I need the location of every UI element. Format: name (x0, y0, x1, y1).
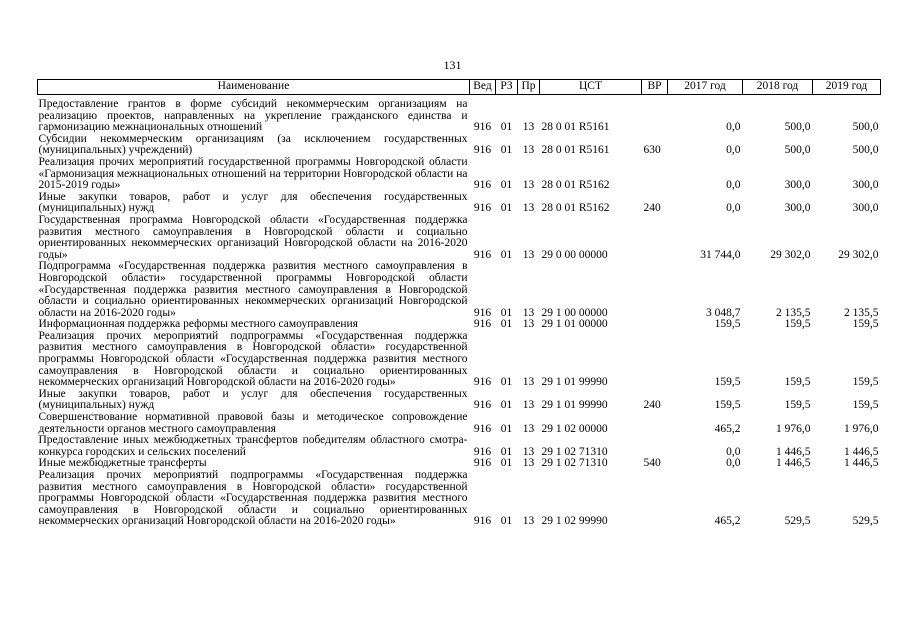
row-name: Субсидии некоммерческим организациям (за исключением государственных (муниципальных) учреждений) (38, 132, 468, 157)
header-ved: Вед (470, 80, 496, 95)
row-name: Государственная программа Новгородской области «Государственная поддержка развития местного самоуправления в Новгородской области и социально ориентированных некоммерческих организаций Новгородской области на 2016-2020 годы» (38, 213, 468, 261)
row-2017: 0,0 (726, 144, 741, 157)
row-cst: 28 0 01 R5161 (541, 121, 610, 134)
row-2017: 0,0 (726, 445, 741, 458)
row-pr: 13 (522, 121, 535, 134)
row-ved: 916 (473, 179, 492, 192)
row-ved: 916 (473, 306, 492, 319)
row-cst: 29 1 02 71310 (541, 457, 608, 470)
row-vr (642, 412, 668, 435)
row-pr: 13 (522, 202, 535, 215)
row-2019: 500,0 (852, 121, 879, 134)
row-rz: 01 (500, 515, 513, 528)
row-pr: 13 (522, 445, 535, 458)
row-name: Предоставление грантов в форме субсидий некоммерческим организациям на реализацию проектов, направленных на укрепление гражданского единства и гармонизацию межнациональных отношений (38, 98, 468, 134)
row-name: Иные закупки товаров, работ и услуг для обеспечения государственных (муниципальных) нужд (38, 387, 468, 412)
header-2019: 2019 год (813, 80, 881, 95)
row-2018: 300,0 (784, 179, 811, 192)
row-cst: 28 0 01 R5162 (541, 202, 610, 215)
page-number: 131 (443, 58, 462, 72)
row-pr: 13 (522, 515, 535, 528)
row-rz: 01 (500, 399, 513, 412)
row-2018: 300,0 (784, 202, 811, 215)
budget-table (37, 79, 881, 528)
row-2017: 0,0 (726, 179, 741, 192)
row-ved: 916 (473, 144, 492, 157)
row-2018: 1 446,5 (776, 445, 811, 458)
row-2017: 3 048,7 (706, 306, 741, 319)
row-cst: 29 1 02 71310 (541, 445, 608, 458)
row-2019: 1 446,5 (844, 445, 879, 458)
row-vr: 540 (643, 457, 661, 470)
row-pr: 13 (522, 144, 535, 157)
row-name: Подпрограмма «Государственная поддержка развития местного самоуправления в Новгородской области» государственной программы Новгородской области «Государственная поддержка развития местного самоуправления в Новгородской области и социально ориентированных некоммерческих организаций Новгородской области на 2016-2020 годы» (38, 260, 468, 319)
table-row (38, 331, 881, 389)
row-ved: 916 (473, 399, 492, 412)
row-ved: 916 (473, 121, 492, 134)
row-rz: 01 (500, 144, 513, 157)
row-pr: 13 (522, 399, 535, 412)
row-2017: 0,0 (726, 121, 741, 134)
row-2019: 1 446,5 (844, 457, 879, 470)
row-pr: 13 (522, 376, 535, 389)
row-2019: 2 135,5 (844, 306, 879, 319)
row-name: Реализация прочих мероприятий государственной программы Новгородской области «Гармонизация межнациональных отношений на территории Новгородской области на 2015-2019 годы» (38, 155, 468, 192)
header-name: Наименование (38, 80, 470, 95)
table-row (38, 95, 881, 134)
row-cst: 29 1 01 99990 (541, 376, 608, 389)
row-2019: 500,0 (852, 144, 879, 157)
row-cst: 28 0 01 R5161 (541, 144, 610, 157)
row-ved: 916 (473, 457, 492, 470)
row-name: Реализация прочих мероприятий подпрограммы «Государственная поддержка развития местного самоуправления в Новгородской области» государственной программы Новгородской области «Государственная поддержка развития местного самоуправления в Новгородской области и социально ориентированных некоммерческих организаций Новгородской области на 2016-2020 годы» (38, 329, 468, 389)
row-2017: 159,5 (714, 376, 741, 389)
row-rz: 01 (500, 376, 513, 389)
row-rz: 01 (500, 202, 513, 215)
row-2017: 465,2 (714, 515, 741, 528)
row-name: Информационная поддержка реформы местного самоуправления (38, 318, 358, 331)
row-rz: 01 (500, 248, 513, 261)
header-vr: ВР (642, 80, 668, 95)
header-2018: 2018 год (743, 80, 813, 95)
row-cst: 28 0 01 R5162 (541, 179, 610, 192)
table-row (38, 157, 881, 192)
table-row (38, 261, 881, 319)
row-ved: 916 (473, 318, 492, 331)
row-rz: 01 (500, 445, 513, 458)
row-2018: 2 135,5 (776, 306, 811, 319)
row-cst: 29 1 00 00000 (541, 306, 608, 319)
row-2019: 300,0 (852, 179, 879, 192)
row-vr (642, 95, 668, 134)
row-rz: 01 (500, 179, 513, 192)
row-rz: 01 (500, 318, 513, 331)
row-rz: 01 (500, 121, 513, 134)
row-cst: 29 1 01 00000 (541, 318, 608, 331)
row-2018: 29 302,0 (770, 248, 811, 261)
table-row (38, 412, 881, 435)
row-vr (642, 261, 668, 319)
row-2019: 159,5 (852, 376, 879, 389)
row-2018: 1 976,0 (776, 422, 811, 435)
row-name: Иные межбюджетные трансферты (38, 457, 207, 470)
row-ved: 916 (473, 515, 492, 528)
row-2017: 0,0 (726, 202, 741, 215)
row-pr: 13 (522, 306, 535, 319)
header-cst: ЦСТ (540, 80, 642, 95)
row-2017: 31 744,0 (700, 248, 741, 261)
row-pr: 13 (522, 457, 535, 470)
row-name: Предоставление иных межбюджетных трансфертов победителям областного смотра-конкурса городских и сельских поселений (38, 434, 468, 458)
row-pr: 13 (522, 248, 535, 261)
table-row (38, 435, 881, 458)
row-2018: 1 446,5 (776, 457, 811, 470)
row-ved: 916 (473, 445, 492, 458)
row-vr (642, 435, 668, 458)
row-name: Иные закупки товаров, работ и услуг для обеспечения государственных (муниципальных) нужд (38, 190, 468, 215)
table-body (38, 95, 881, 528)
row-name: Реализация прочих мероприятий подпрограммы «Государственная поддержка развития местного самоуправления в Новгородской области» государственной программы Новгородской области «Государственная поддержка развития местного самоуправления в Новгородской области и социально ориентированных некоммерческих организаций Новгородской области на 2016-2020 годы» (38, 469, 468, 528)
row-2018: 159,5 (784, 376, 811, 389)
row-pr: 13 (522, 179, 535, 192)
row-2019: 300,0 (852, 202, 879, 215)
row-pr: 13 (522, 422, 535, 435)
header-rz: РЗ (496, 80, 518, 95)
row-rz: 01 (500, 306, 513, 319)
row-2017: 159,5 (714, 318, 741, 331)
row-vr (642, 331, 668, 389)
row-2018: 500,0 (784, 144, 811, 157)
row-2019: 29 302,0 (838, 248, 879, 261)
row-2019: 529,5 (852, 515, 879, 528)
table-row (38, 134, 881, 157)
row-2018: 159,5 (784, 318, 811, 331)
row-vr (642, 319, 668, 331)
row-2018: 529,5 (784, 515, 811, 528)
row-ved: 916 (473, 248, 492, 261)
row-2019: 159,5 (852, 318, 879, 331)
row-vr: 630 (643, 144, 661, 157)
row-ved: 916 (473, 376, 492, 389)
row-2019: 1 976,0 (844, 422, 879, 435)
row-cst: 29 1 01 99990 (541, 399, 608, 412)
row-cst: 29 1 02 00000 (541, 422, 608, 435)
table-row (38, 215, 881, 261)
table-row (38, 192, 881, 215)
row-2019: 159,5 (852, 399, 879, 412)
row-2017: 0,0 (726, 457, 741, 470)
row-rz: 01 (500, 457, 513, 470)
row-pr: 13 (522, 318, 535, 331)
row-2018: 159,5 (784, 399, 811, 412)
row-vr (642, 470, 668, 528)
row-2018: 500,0 (784, 121, 811, 134)
row-vr: 240 (643, 399, 661, 412)
row-2017: 465,2 (714, 422, 741, 435)
row-ved: 916 (473, 202, 492, 215)
row-vr (642, 157, 668, 192)
table-row (38, 389, 881, 412)
table-row (38, 470, 881, 528)
row-cst: 29 0 00 00000 (541, 248, 608, 261)
row-vr: 240 (643, 202, 661, 215)
row-cst: 29 1 02 99990 (541, 515, 608, 528)
row-rz: 01 (500, 422, 513, 435)
row-name: Совершенствование нормативной правовой базы и методическое сопровождение деятельности органов местного самоуправления (38, 411, 468, 435)
row-2017: 159,5 (714, 399, 741, 412)
table-header-row (38, 80, 881, 95)
header-2017: 2017 год (668, 80, 743, 95)
header-pr: Пр (518, 80, 540, 95)
row-ved: 916 (473, 422, 492, 435)
row-vr (642, 215, 668, 261)
